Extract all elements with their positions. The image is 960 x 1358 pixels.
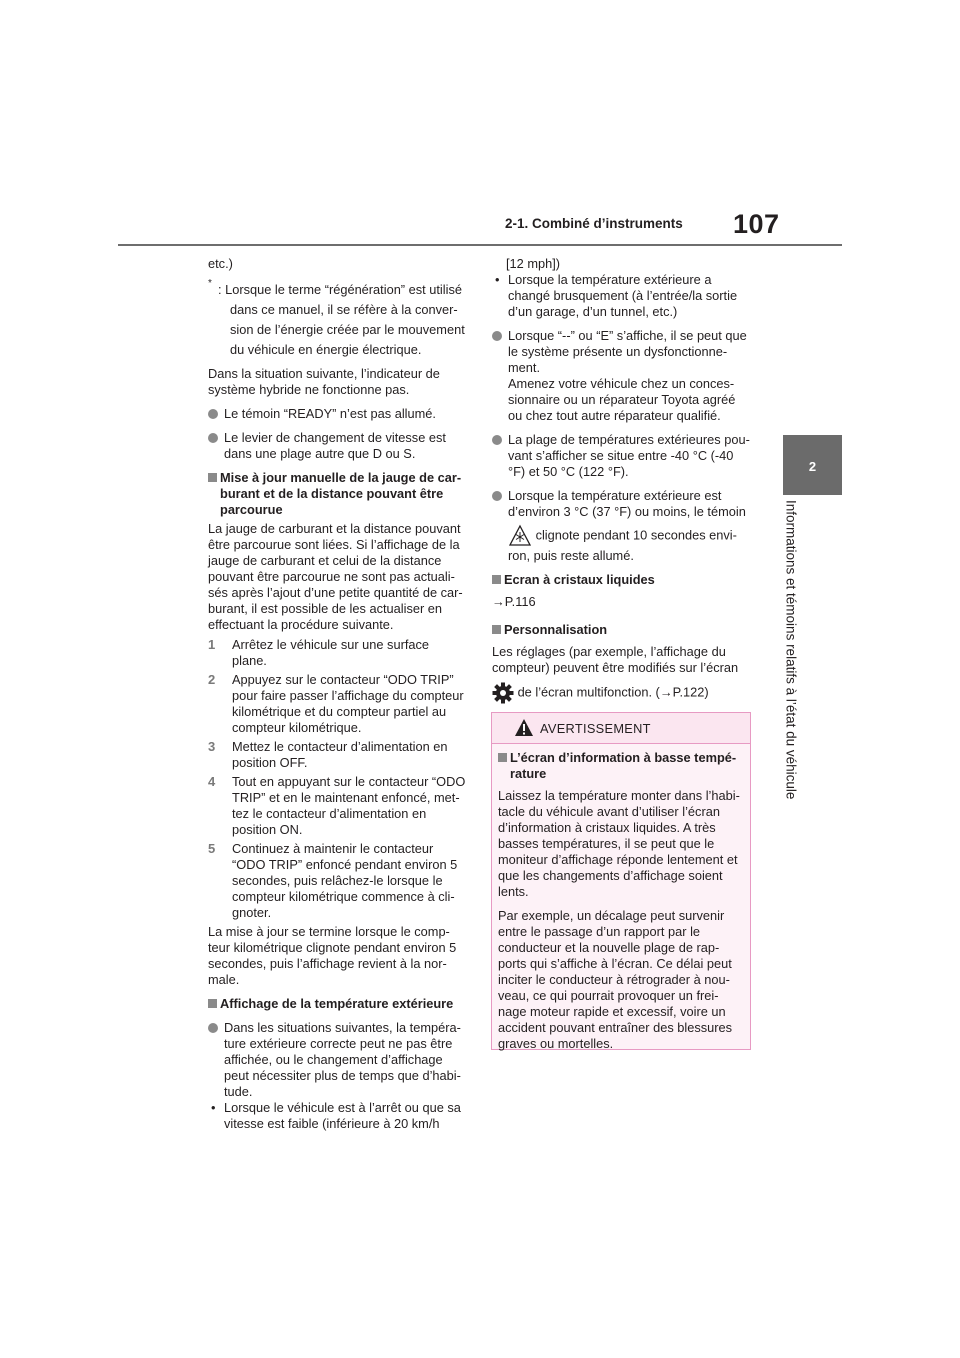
gear-icon <box>492 682 514 704</box>
warning-paragraph: Par exemple, un décalage peut survenir entre le passage d’un rapport par le conducteur et la nouvelle plage de rap-ports qui s’affiche à l’écran. Ce délai peut inciter le conducteur à rétrograder à nou-veau, ce qui pourrait provoquer un frei-nage moteur rapide et excessif, voire un accident pouvant entraîner des blessures graves ou mortelles. <box>498 908 733 1051</box>
dot-item: • Lorsque le véhicule est à l’arrêt ou que sa vitesse est faible (inférieure à 20 km/h <box>208 1100 466 1132</box>
page-number: 107 <box>733 209 780 239</box>
paragraph: etc.) <box>208 256 233 271</box>
footnote-line: du véhicule en énergie électrique. <box>230 342 422 357</box>
ice-line <box>492 524 750 564</box>
paragraph: Les réglages (par exemple, l’affichage du compteur) peuvent être modifiés sur l’écran <box>492 644 739 675</box>
cross-reference: →P.116 <box>492 594 536 609</box>
step-number: 4 <box>208 774 216 789</box>
subheading: Personnalisation <box>492 622 750 638</box>
subheading: Affichage de la température extérieure <box>208 996 466 1012</box>
subheading: Mise à jour manuelle de la jauge de car-burant et de la distance pouvant être parcourue <box>208 470 466 518</box>
header-divider <box>118 244 842 246</box>
column-left <box>208 256 466 1132</box>
bullet-item: Le levier de changement de vitesse est dans une plage autre que D ou S. <box>208 430 466 462</box>
warning-header <box>492 713 750 744</box>
gear-line-text: de l’écran multifonction. (→P.122) <box>517 684 709 700</box>
warning-body <box>492 744 750 1052</box>
step-item <box>208 672 466 736</box>
bullet-item: La plage de températures extérieures pou-vant s’afficher se situe entre -40 °C (-40 °F) et 50 °C (122 °F). <box>492 432 750 480</box>
warning-box <box>491 712 751 1050</box>
step-item <box>208 841 466 921</box>
paragraph: La mise à jour se termine lorsque le comp-teur kilométrique clignote pendant environ 5 secondes, puis l’affichage revient à la nor-male. <box>208 924 457 987</box>
gear-line <box>492 682 750 704</box>
bullet-item: Dans les situations suivantes, la tempéra-ture extérieure correcte peut ne pas être affichée, ou le changement d’affichage peut nécessiter plus de temps que d’habi-tude. <box>208 1020 466 1100</box>
warning-title: AVERTISSEMENT <box>540 721 651 736</box>
warning-subheading: L’écran d’information à basse tempé-rature <box>498 750 744 782</box>
bullet-item: Le témoin “READY” n’est pas allumé. <box>208 406 466 422</box>
footnote-line: dans ce manuel, il se réfère à la conver- <box>230 302 458 317</box>
ice-warning-icon <box>508 524 532 548</box>
section-title: 2-1. Combiné d’instruments <box>505 216 683 231</box>
step-number: 1 <box>208 637 216 652</box>
step-number: 2 <box>208 672 216 687</box>
step-text: Tout en appuyant sur le contacteur “ODO TRIP” et en le maintenant enfoncé, met-tez le contacteur d’alimentation en position ON. <box>232 774 466 837</box>
ice-line-text: clignote pendant 10 secondes envi-ron, puis reste allumé. <box>508 527 737 563</box>
continued-text: [12 mph]) <box>506 256 561 271</box>
bullet-continuation: Amenez votre véhicule chez un conces-sionnaire ou un réparateur Toyota agréé ou chez tout autre réparateur qualifié. <box>508 376 736 423</box>
step-text: Continuez à maintenir le contacteur “ODO TRIP” enfoncé pendant environ 5 secondes, puis relâchez-le lorsque le compteur kilométrique commence à cli-gnoter. <box>232 841 458 920</box>
step-item <box>208 739 466 771</box>
step-number: 5 <box>208 841 216 856</box>
subheading: Ecran à cristaux liquides <box>492 572 750 588</box>
footnote-line: sion de l’énergie créée par le mouvement <box>230 322 465 337</box>
step-text: Arrêtez le véhicule sur une surface plane. <box>232 637 430 668</box>
bullet-item: Lorsque la température extérieure est d’environ 3 °C (37 °F) ou moins, le témoin <box>492 488 750 520</box>
warning-triangle-icon <box>514 718 534 737</box>
step-number: 3 <box>208 739 216 754</box>
step-item <box>208 637 466 669</box>
footnote-line: : Lorsque le terme “régénération” est utilisé <box>218 282 462 297</box>
warning-paragraph: Laissez la température monter dans l’habi-tacle du véhicule avant d’utiliser l’écran d’information à cristaux liquides. A très basses températures, il se peut que le moniteur d’affichage réponde lentement et que les changements d’affichage soient lents. <box>498 788 740 899</box>
dot-item: • Lorsque la température extérieure a changé brusquement (à l’entrée/la sortie d’un garage, d’un tunnel, etc.) <box>492 272 750 320</box>
footnote <box>208 280 466 360</box>
column-right <box>492 256 750 704</box>
paragraph: Dans la situation suivante, l’indicateur de système hybride ne fonctionne pas. <box>208 366 440 397</box>
step-item <box>208 774 466 838</box>
chapter-side-title <box>771 500 811 920</box>
bullet-item: Lorsque “--” ou “E” s’affiche, il se peut que le système présente un dysfonctionne-ment. <box>492 328 750 376</box>
chapter-side-text: Informations et témoins relatifs à l’état du véhicule <box>783 500 799 800</box>
step-text: Appuyez sur le contacteur “ODO TRIP” pour faire passer l’affichage du compteur kilométrique et du compteur partiel au compteur kilométrique. <box>232 672 464 735</box>
step-text: Mettez le contacteur d’alimentation en position OFF. <box>232 739 448 770</box>
footnote-mark: * <box>208 278 212 289</box>
chapter-number: 2 <box>808 459 817 474</box>
paragraph: La jauge de carburant et la distance pouvant être parcourue sont liées. Si l’affichage de la jauge de carburant et celui de la distance pouvant être parcourue ne sont pas actuali-sés après l’ajout d’une petite quantité de car-burant, il est possible de les actualiser en effectuant la procédure suivante. <box>208 521 463 632</box>
